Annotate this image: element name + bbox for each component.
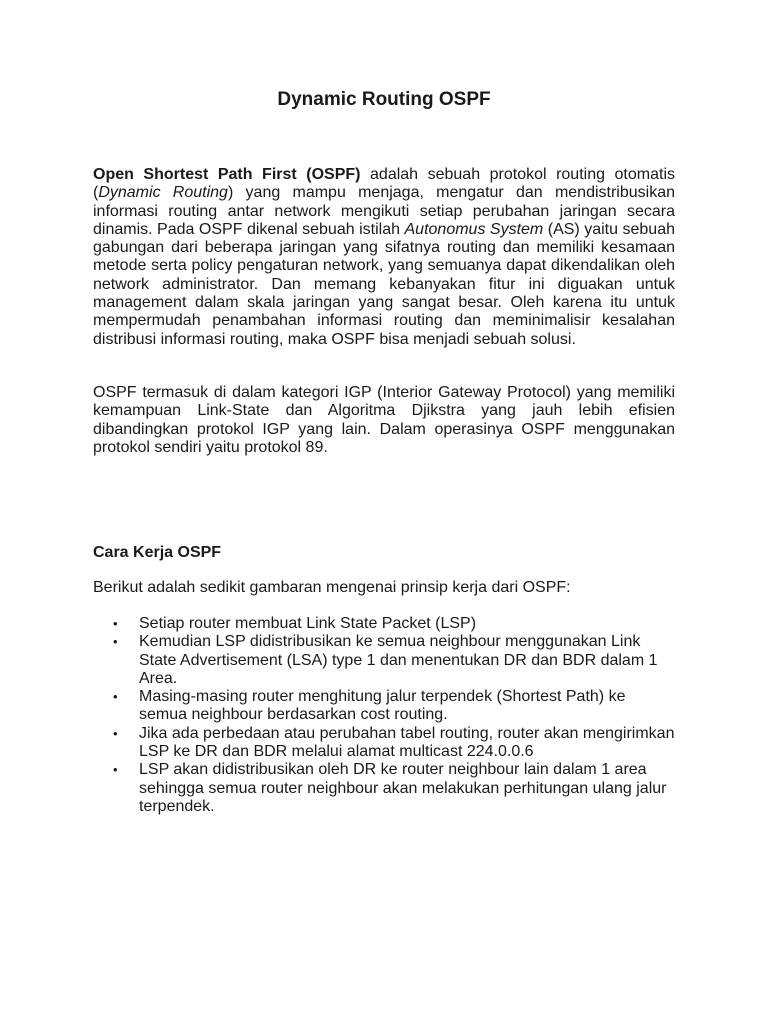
list-item-text: LSP akan didistribusikan oleh DR ke router neighbour lain dalam 1 area sehingga semua router neighbour akan melakukan perhitungan ulang jalur terpendek.	[139, 761, 667, 815]
list-item	[93, 761, 675, 816]
list-item-text: Setiap router membuat Link State Packet (LSP)	[139, 615, 477, 632]
document-page	[93, 0, 675, 1024]
paragraph-ospf-definition	[93, 166, 675, 349]
paragraph-ospf-igp: OSPF termasuk di dalam kategori IGP (Interior Gateway Protocol) yang memiliki kemampuan Link-State dan Algoritma Djikstra yang jauh lebih efisien dibandingkan protokol IGP yang lain. Dalam operasinya OSPF menggunakan protokol sendiri yaitu protokol 89.	[93, 384, 675, 456]
bullet-icon: •	[113, 616, 118, 631]
bullet-icon: •	[113, 634, 118, 650]
list-item-text: Kemudian LSP didistribusikan ke semua neighbour menggunakan Link State Advertisement (LSA) type 1 dan menentukan DR dan BDR dalam 1 Area.	[139, 633, 658, 687]
list-item-text: Jika ada perbedaan atau perubahan tabel routing, router akan mengirimkan LSP ke DR dan BDR melalui alamat multicast 224.0.0.6	[139, 724, 675, 761]
paragraph-text: adalah sebuah protokol routing otomatis (	[93, 166, 675, 202]
bullet-icon: •	[113, 689, 118, 705]
section-heading-cara-kerja: Cara Kerja OSPF	[93, 544, 222, 561]
list-item	[93, 688, 675, 725]
bullet-icon: •	[113, 762, 118, 778]
document-title: Dynamic Routing OSPF	[277, 89, 491, 110]
list-item	[93, 615, 675, 633]
list-item-text: Masing-masing router menghitung jalur terpendek (Shortest Path) ke semua neighbour berdasarkan cost routing.	[139, 688, 626, 724]
dynamic-routing-italic: Dynamic Routing	[98, 184, 228, 202]
ospf-steps-list	[93, 615, 675, 816]
bullet-icon: •	[113, 725, 118, 741]
paragraph-text: (AS) yaitu sebuah gabungan dari beberapa jaringan yang sifatnya routing dan memiliki kesamaan metode serta policy pengaturan network, yang semuanya dapat dikendalikan oleh network administrator. Dan memang kebanyakan fitur ini diguakan untuk management dalam skala jaringan yang sangat besar. Oleh karena itu untuk mempermudah penambahan informasi routing dan meminimalisir kesalahan distribusi informasi routing, maka OSPF bisa menjadi sebuah solusi.	[93, 220, 675, 348]
paragraph-text: ) yang mampu menjaga, mengatur dan mendistribusikan informasi routing antar network mengikuti setiap perubahan jaringan secara dinamis. Pada OSPF dikenal sebuah istilah	[93, 184, 676, 238]
list-item	[93, 633, 675, 688]
ospf-term-bold: Open Shortest Path First (OSPF)	[93, 166, 361, 183]
list-item	[93, 725, 675, 762]
section-intro: Berikut adalah sedikit gambaran mengenai prinsip kerja dari OSPF:	[93, 579, 571, 596]
autonomus-system-italic: Autonomus System	[404, 220, 544, 238]
